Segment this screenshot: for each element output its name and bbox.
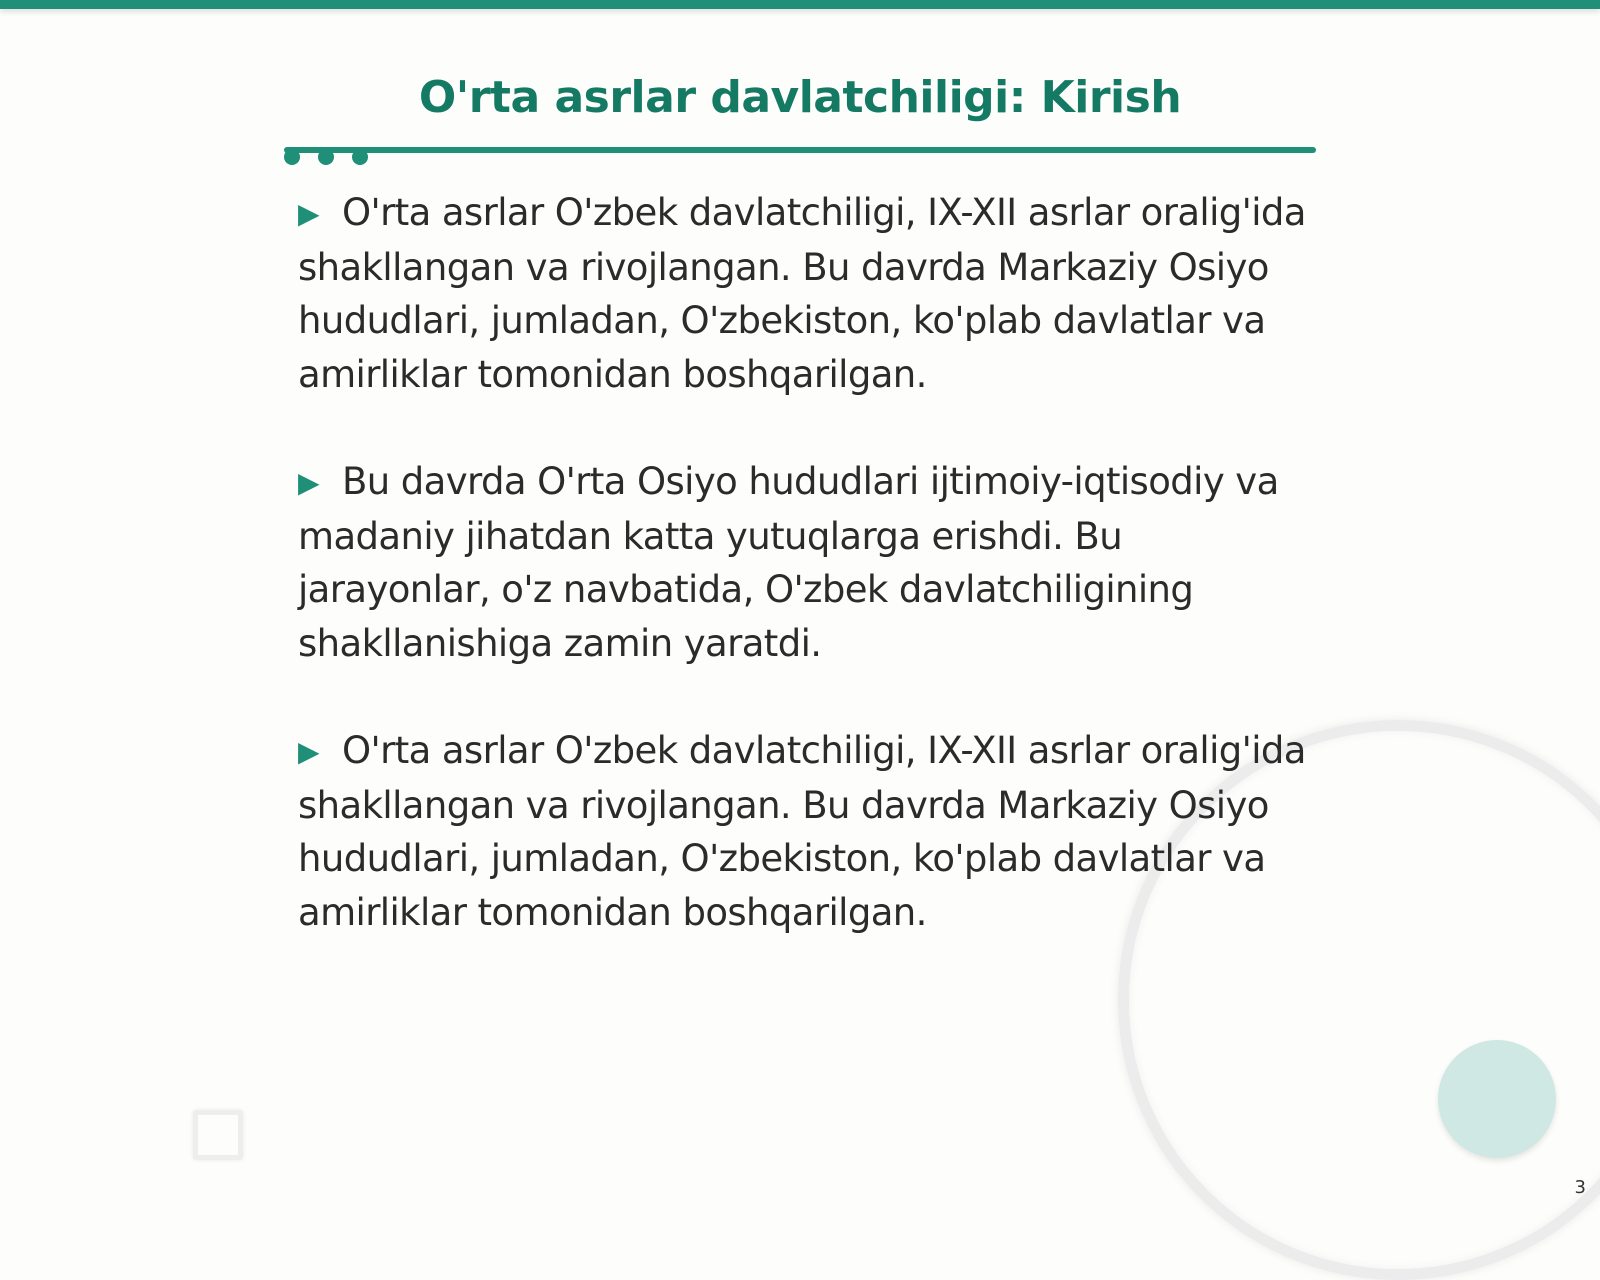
triangle-bullet-icon: ▶	[298, 735, 319, 768]
page-number: 3	[1574, 1177, 1586, 1198]
bullet-item	[298, 724, 1318, 939]
bullet-item	[298, 455, 1318, 670]
decorative-circle	[1438, 1040, 1556, 1158]
bullet-text: Bu davrda O'rta Osiyo hududlari ijtimoiy-iqtisodiy va madaniy jihatdan katta yutuqlarga erishdi. Bu jarayonlar, o'z navbatida, O'zbek davlatchiligining shakllanishiga zamin yaratdi.	[298, 460, 1279, 665]
slide-title: O'rta asrlar davlatchiligi: Kirish	[418, 72, 1182, 123]
title-underline	[284, 147, 1316, 153]
underline-dot	[318, 149, 334, 165]
decorative-square	[193, 1110, 243, 1160]
triangle-bullet-icon: ▶	[298, 197, 319, 230]
top-accent-bar	[0, 0, 1600, 9]
bullet-text: O'rta asrlar O'zbek davlatchiligi, IX-XII asrlar oralig'ida shakllangan va rivojlangan. Bu davrda Markaziy Osiyo hududlari, jumladan, O'zbekiston, ko'plab davlatlar va amirliklar tomonidan boshqarilgan.	[298, 191, 1306, 396]
underline-dot	[284, 149, 300, 165]
bullet-item	[298, 186, 1318, 401]
underline-dot	[352, 149, 368, 165]
bullet-list	[298, 186, 1318, 993]
bullet-text: O'rta asrlar O'zbek davlatchiligi, IX-XII asrlar oralig'ida shakllangan va rivojlangan. Bu davrda Markaziy Osiyo hududlari, jumladan, O'zbekiston, ko'plab davlatlar va amirliklar tomonidan boshqarilgan.	[298, 729, 1306, 934]
triangle-bullet-icon: ▶	[298, 466, 319, 499]
